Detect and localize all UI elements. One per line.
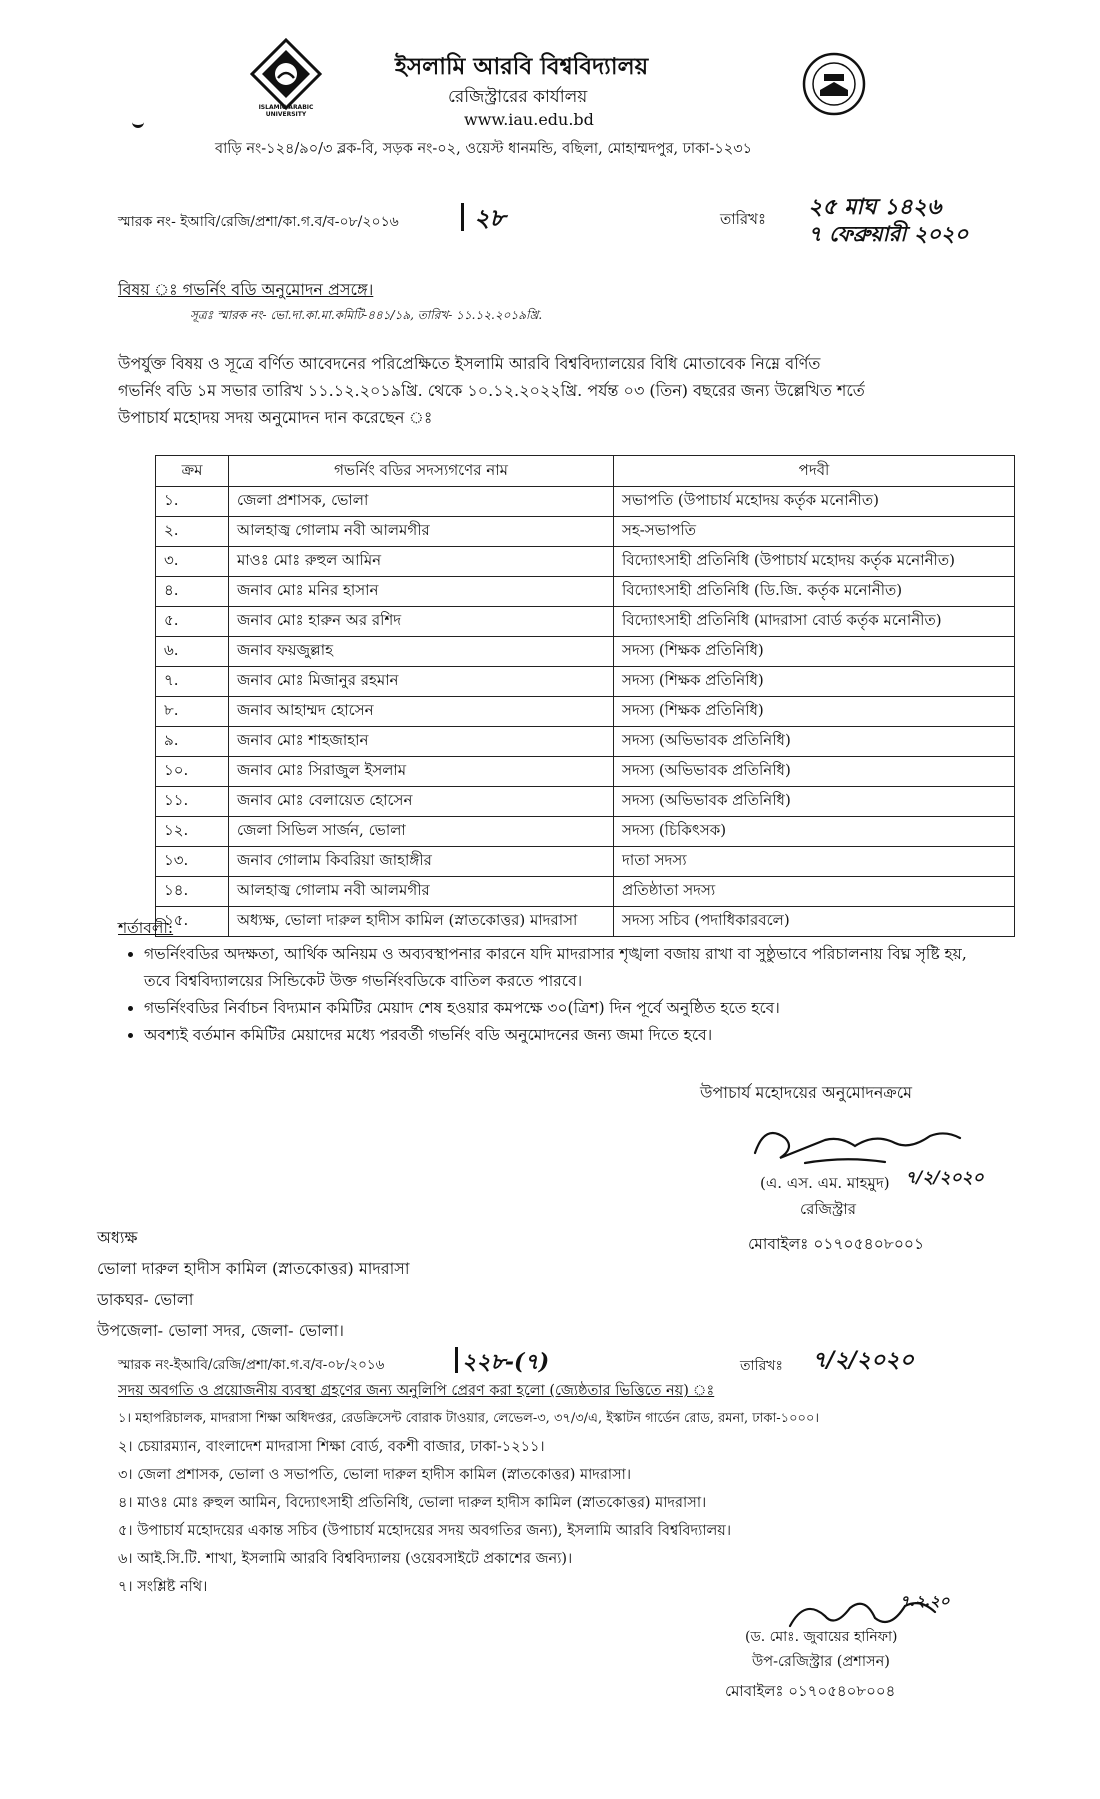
copy-item: ৭। সংশ্লিষ্ট নথি।: [118, 1579, 208, 1595]
table-row: [156, 577, 1015, 607]
table-row: [156, 907, 1015, 937]
row-designation: বিদ্যোৎসাহী প্রতিনিধি (মাদরাসা বোর্ড কর্তৃক মনোনীত): [614, 607, 1015, 637]
row-member-name: জনাব মোঃ মনির হাসান: [229, 577, 614, 607]
deputy-registrar-name: (ড. মোঃ. জুবায়ের হানিফা): [745, 1629, 898, 1645]
copy-item: ৩। জেলা প্রশাসক, ভোলা ও সভাপতি, ভোলা দারুল হাদীস কামিল (স্নাতকোত্তর) মাদরাসা।: [118, 1467, 632, 1483]
copy-item: ৪। মাওঃ মোঃ রুহুল আমিন, বিদ্যোৎসাহী প্রতিনিধি, ভোলা দারুল হাদীস কামিল (স্নাতকোত্তর) মাদরাসা।: [118, 1495, 707, 1511]
row-serial: ১১.: [156, 787, 229, 817]
copy-memo-date-label: তারিখঃ: [740, 1358, 783, 1374]
row-designation: সদস্য (শিক্ষক প্রতিনিধি): [614, 697, 1015, 727]
row-serial: ৭.: [156, 667, 229, 697]
row-serial: ১৩.: [156, 847, 229, 877]
table-row: [156, 727, 1015, 757]
recipient-line: ভোলা দারুল হাদীস কামিল (স্নাতকোত্তর) মাদরাসা: [97, 1259, 410, 1278]
memo-divider: [461, 203, 464, 231]
table-row: [156, 487, 1015, 517]
logo-right: [802, 52, 866, 116]
body-paragraph: [118, 350, 998, 431]
row-serial: ১০.: [156, 757, 229, 787]
row-serial: ৩.: [156, 547, 229, 577]
row-member-name: আলহাজ্ব গোলাম নবী আলমগীর: [229, 877, 614, 907]
body-line-3: উপাচার্য মহোদয় সদয় অনুমোদন দান করেছেন ঃ: [118, 408, 433, 427]
row-member-name: জনাব মোঃ মিজানুর রহমান: [229, 667, 614, 697]
condition-item: • অবশ্যই বর্তমান কমিটির মেয়াদের মধ্যে পরবর্তী গভর্নিং বডি অনুমোদনের জন্য জমা দিতে হবে।: [144, 1022, 998, 1049]
approval-note: উপাচার্য মহোদয়ের অনুমোদনক্রমে: [700, 1083, 913, 1102]
copy-list: [118, 1405, 998, 1601]
row-serial: ৮.: [156, 697, 229, 727]
memo-date-label: তারিখঃ: [720, 210, 766, 228]
row-designation: সদস্য (শিক্ষক প্রতিনিধি): [614, 637, 1015, 667]
conditions-title: শর্তাবলী:: [118, 919, 174, 937]
logo-left-caption: ISLAMIC ARABIC UNIVERSITY: [258, 104, 314, 118]
copy-memo-ref-number: ২২৮-(৭): [462, 1349, 550, 1375]
row-designation: সদস্য (অভিভাবক প্রতিনিধি): [614, 727, 1015, 757]
copy-list-wrap: [118, 1405, 998, 1601]
registrar-mobile: মোবাইলঃ ০১৭০৫৪০৮০০১: [748, 1235, 925, 1253]
row-member-name: জনাব মোঃ হারুন অর রশিদ: [229, 607, 614, 637]
row-designation: বিদ্যোৎসাহী প্রতিনিধি (ডি.জি. কর্তৃক মনোনীত): [614, 577, 1015, 607]
table-row: [156, 787, 1015, 817]
table-row: [156, 697, 1015, 727]
subject-source: সূত্রঃ স্মারক নং- ভো.দা.কা.মা.কমিটি-৪৪১/১৯, তারিখ- ১১.১২.২০১৯খ্রি.: [190, 308, 543, 322]
row-member-name: অধ্যক্ষ, ভোলা দারুল হাদীস কামিল (স্নাতকোত্তর) মাদরাসা: [229, 907, 614, 937]
conditions-list: [118, 941, 998, 1049]
recipient-line: অধ্যক্ষ: [97, 1228, 138, 1247]
col-header-serial: ক্রম: [156, 456, 229, 487]
memo-ref: স্মারক নং- ইআবি/রেজি/প্রশা/কা.গ.ব/ব-০৮/২০১৬: [118, 214, 399, 230]
seal-logo-icon: [802, 52, 866, 116]
row-member-name: জনাব ফয়জুল্লাহ: [229, 637, 614, 667]
row-member-name: জনাব গোলাম কিবরিয়া জাহাঙ্গীর: [229, 847, 614, 877]
address: বাড়ি নং-১২৪/৯০/৩ ব্লক-বি, সড়ক নং-০২, ওয়েস্ট ধানমন্ডি, বছিলা, মোহাম্মদপুর, ঢাকা-১২৩১: [215, 141, 753, 157]
row-member-name: জনাব আহাম্মদ হোসেন: [229, 697, 614, 727]
col-header-name: গভর্নিং বডির সদস্যগণের নাম: [229, 456, 614, 487]
office-name: রেজিস্ট্রারের কার্যালয়: [448, 87, 588, 107]
row-designation: প্রতিষ্ঠাতা সদস্য: [614, 877, 1015, 907]
row-serial: ১.: [156, 487, 229, 517]
deputy-registrar-title: উপ-রেজিস্ট্রার (প্রশাসন): [752, 1654, 890, 1670]
copy-memo-heading: সদয় অবগতি ও প্রয়োজনীয় ব্যবস্থা গ্রহণের জন্য অনুলিপি প্রেরণ করা হলো (জ্যেষ্ঠতার ভিত্তিতে নয়) ঃ: [118, 1383, 715, 1399]
registrar-sign-date: ৭/২/২০২০: [905, 1168, 984, 1188]
table-row: [156, 637, 1015, 667]
copy-item: ৫। উপাচার্য মহোদয়ের একান্ত সচিব (উপাচার্য মহোদয়ের সদয় অবগতির জন্য), ইসলামি আরবি বিশ্ববিদ্যালয়।: [118, 1523, 732, 1539]
row-designation: দাতা সদস্য: [614, 847, 1015, 877]
row-designation: সদস্য সচিব (পদাধিকারবলে): [614, 907, 1015, 937]
row-designation: সদস্য (অভিভাবক প্রতিনিধি): [614, 757, 1015, 787]
row-designation: সভাপতি (উপাচার্য মহোদয় কর্তৃক মনোনীত): [614, 487, 1015, 517]
table-row: [156, 877, 1015, 907]
table-row: [156, 817, 1015, 847]
recipient-line: উপজেলা- ভোলা সদর, জেলা- ভোলা।: [97, 1321, 344, 1340]
deputy-registrar-mobile: মোবাইলঃ ০১৭০৫৪০৮০০৪: [725, 1682, 896, 1700]
deputy-sign-date: ৭.২.২০: [900, 1592, 950, 1610]
row-member-name: জেলা প্রশাসক, ভোলা: [229, 487, 614, 517]
table-row: [156, 847, 1015, 877]
row-member-name: জনাব মোঃ শাহজাহান: [229, 727, 614, 757]
condition-item: • গভর্নিংবডির নির্বাচন বিদ্যমান কমিটির মেয়াদ শেষ হওয়ার কমপক্ষে ৩০(ত্রিশ) দিন পূর্বে অনুষ্ঠিত হতে হবে।: [144, 995, 998, 1022]
row-serial: ৪.: [156, 577, 229, 607]
row-serial: ৯.: [156, 727, 229, 757]
scan-mark: [132, 120, 144, 128]
memo-ref-number: ২৮: [474, 203, 506, 232]
copy-memo-divider: [455, 1347, 458, 1373]
copy-item: ৬। আই.সি.টি. শাখা, ইসলামি আরবি বিশ্ববিদ্যালয় (ওয়েবসাইটে প্রকাশের জন্য)।: [118, 1551, 573, 1567]
copy-memo-ref: স্মারক নং-ইআবি/রেজি/প্রশা/কা.গ.ব/ব-০৮/২০১৬: [118, 1357, 385, 1373]
memo-date-line1: ২৫ মাঘ ১৪২৬: [808, 194, 942, 220]
row-serial: ১২.: [156, 817, 229, 847]
col-header-designation: পদবী: [614, 456, 1015, 487]
row-member-name: জনাব মোঃ সিরাজুল ইসলাম: [229, 757, 614, 787]
university-name: ইসলামি আরবি বিশ্ববিদ্যালয়: [395, 53, 649, 80]
row-designation: সহ-সভাপতি: [614, 517, 1015, 547]
body-line-1: উপর্যুক্ত বিষয় ও সূত্রে বর্ণিত আবেদনের পরিপ্রেক্ষিতে ইসলামি আরবি বিশ্ববিদ্যালয়ের বিধি মোতাবেক নিম্নে বর্ণিত: [118, 354, 821, 373]
body-line-2: গভর্নিং বডি ১ম সভার তারিখ ১১.১২.২০১৯খ্রি. থেকে ১০.১২.২০২২খ্রি. পর্যন্ত ০৩ (তিন) বছরের জন্য উল্লেখিত শর্তে: [118, 381, 865, 400]
governing-body-table-wrap: [155, 455, 1015, 937]
condition-item: • গভর্নিংবডির অদক্ষতা, আর্থিক অনিয়ম ও অব্যবস্থাপনার কারনে যদি মাদরাসার শৃঙ্খলা বজায় রাখা বা সুষ্ঠুভাবে পরিচালনায় বিঘ্ন সৃষ্টি হয়, তবে বিশ্ববিদ্যালয়ের সিন্ডিকেট উক্ত গভর্নিংবডিকে বাতিল করতে পারবে।: [144, 941, 998, 995]
row-member-name: আলহাজ্ব গোলাম নবী আলমগীর: [229, 517, 614, 547]
row-serial: ১৫.: [156, 907, 229, 937]
row-serial: ২.: [156, 517, 229, 547]
subject-line: বিষয় ঃ গভর্নিং বডি অনুমোদন প্রসঙ্গে।: [118, 280, 374, 299]
row-member-name: মাওঃ মোঃ রুহুল আমিন: [229, 547, 614, 577]
row-designation: বিদ্যোৎসাহী প্রতিনিধি (উপাচার্য মহোদয় কর্তৃক মনোনীত): [614, 547, 1015, 577]
website[interactable]: www.iau.edu.bd: [464, 110, 594, 129]
recipient-address: [97, 1222, 409, 1346]
row-serial: ৫.: [156, 607, 229, 637]
table-row: [156, 757, 1015, 787]
conditions-list-wrap: [118, 941, 998, 1049]
table-header-row: [156, 456, 1015, 487]
registrar-name: (এ. এস. এম. মাহমুদ): [760, 1174, 890, 1192]
row-member-name: জনাব মোঃ বেলায়েত হোসেন: [229, 787, 614, 817]
copy-memo-date: ৭/২/২০২০: [812, 1347, 914, 1373]
logo-left: [250, 38, 322, 116]
copy-item: ১। মহাপরিচালক, মাদরাসা শিক্ষা অধিদপ্তর, রেডক্রিসেন্ট বোরাক টাওয়ার, লেভেল-৩, ৩৭/৩/এ, ইস্কাটন গার্ডেন রোড, রমনা, ঢাকা-১০০০।: [118, 1411, 820, 1426]
copy-item: ২। চেয়ারম্যান, বাংলাদেশ মাদরাসা শিক্ষা বোর্ড, বকশী বাজার, ঢাকা-১২১১।: [118, 1439, 545, 1455]
governing-body-table: [155, 455, 1015, 937]
row-designation: সদস্য (শিক্ষক প্রতিনিধি): [614, 667, 1015, 697]
row-designation: সদস্য (অভিভাবক প্রতিনিধি): [614, 787, 1015, 817]
table-row: [156, 667, 1015, 697]
table-row: [156, 607, 1015, 637]
recipient-line: ডাকঘর- ভোলা: [97, 1290, 194, 1309]
row-designation: সদস্য (চিকিৎসক): [614, 817, 1015, 847]
registrar-title: রেজিস্ট্রার: [800, 1200, 857, 1218]
row-member-name: জেলা সিভিল সার্জন, ভোলা: [229, 817, 614, 847]
memo-date-line2: ৭ ফেব্রুয়ারী ২০২০: [808, 221, 969, 246]
row-serial: ৬.: [156, 637, 229, 667]
table-row: [156, 517, 1015, 547]
table-row: [156, 547, 1015, 577]
row-serial: ১৪.: [156, 877, 229, 907]
